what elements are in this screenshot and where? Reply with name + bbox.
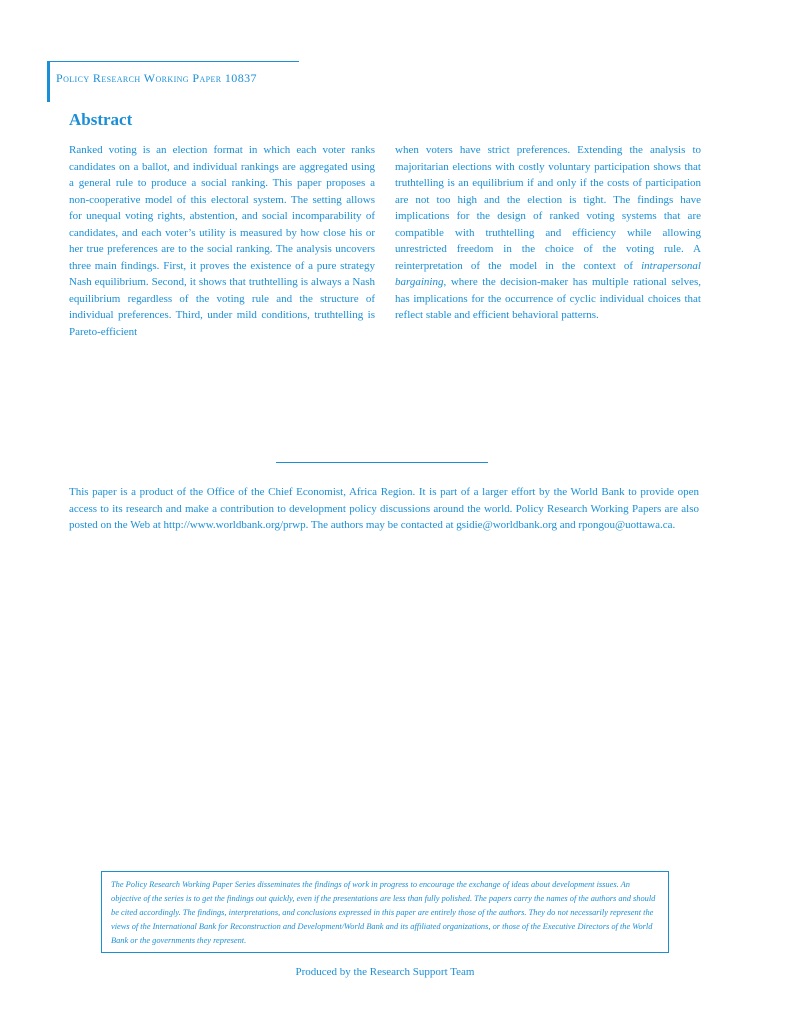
abstract-right-text-end: , where the decision-maker has multiple rational selves, has implications for the occurrence of cyclic individual choices that reflect stable and efficient behavioral patterns. <box>395 276 701 321</box>
section-divider <box>276 462 488 463</box>
abstract-right-column <box>395 142 701 324</box>
series-title-top-rule <box>47 61 299 62</box>
series-title-vertical-rule <box>47 61 50 102</box>
series-title: Policy Research Working Paper 10837 <box>56 71 257 85</box>
disclaimer-box <box>101 871 669 953</box>
disclaimer-text: The Policy Research Working Paper Series disseminates the findings of work in progress to encourage the exchange of ideas about development issues. An objective of the series is to get the findings out quickly, even if the presentations are less than fully polished. The papers carry the names of the authors and should be cited accordingly. The findings, interpretations, and conclusions expressed in this paper are entirely those of the authors. They do not necessarily represent the views of the International Bank for Reconstruction and Development/World Bank and its affiliated organizations, or those of the Executive Directors of the World Bank or the governments they represent. <box>111 880 656 945</box>
abstract-right-italic-term: intrapersonal bargaining <box>395 259 701 288</box>
produced-by-footer: Produced by the Research Support Team <box>295 966 475 978</box>
abstract-heading: Abstract <box>69 110 133 129</box>
product-note: This paper is a product of the Office of the Chief Economist, Africa Region. It is part of a larger effort by the World Bank to provide open access to its research and make a contribution to development policy discussions around the world. Policy Research Working Papers are also posted on the Web at http://www.worldbank.org/prwp. The authors may be contacted at gsidie@worldbank.org and rpongou@uottawa.ca. <box>69 486 699 531</box>
abstract-right-text-start: when voters have strict preferences. Extending the analysis to majoritarian elections with costly voluntary participation shows that truthtelling is an equilibrium if and only if the costs of participation are not too high and the election is tight. The findings have implications for the design of ranked voting systems that are compatible with truthtelling and efficiency while allowing unrestricted freedom in the choice of the voting rule. A reinterpretation of the model in the context of <box>395 144 701 272</box>
abstract-left-column: Ranked voting is an election format in which each voter ranks candidates on a ballot, and individual rankings are aggregated using a general rule to produce a social ranking. This paper proposes a non-cooperative model of this electoral system. The setting allows for unequal voting rights, abstention, and social incomparability of candidates, and each voter’s utility is measured by how close his or her true preferences are to the social ranking. The analysis uncovers three main findings. First, it proves the existence of a pure strategy Nash equilibrium. Second, it shows that truthtelling is always a Nash equilibrium regardless of the voting rule and the structure of individual preferences. Third, under mild conditions, truthtelling is Pareto-efficient <box>69 144 375 338</box>
